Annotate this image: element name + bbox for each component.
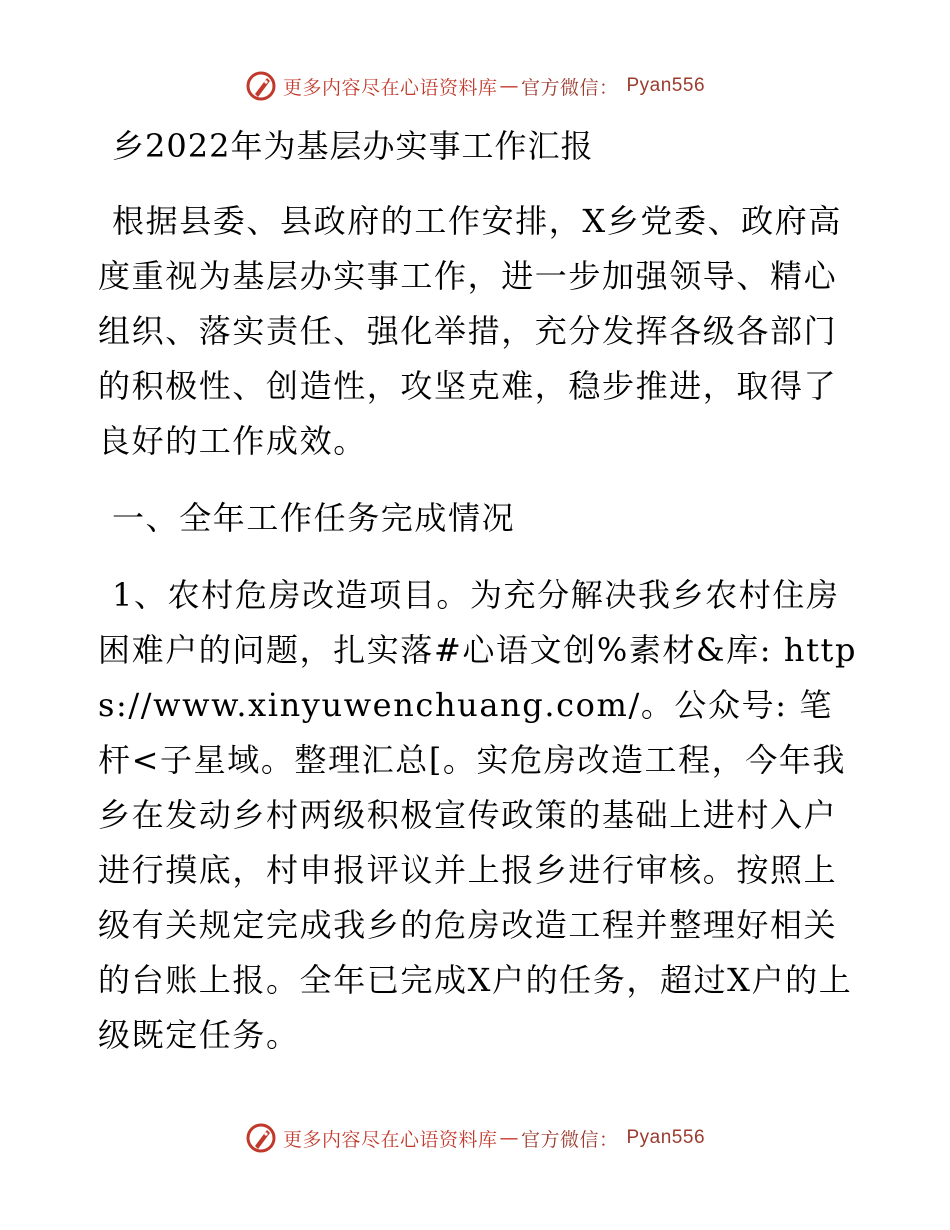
banner-official-label: 官方微信： — [520, 76, 619, 99]
item-paragraph: 1、农村危房改造项目。为充分解决我乡农村住房困难户的问题，扎实落#心语文创%素材&库: https://www.xinyuwenchuang.com/。公众号: 笔杆<子星域。整理汇总[。实危房改造工程，今年我乡在发动乡村两级积极宣传政策的基础上进村入户进行摸底，村申报评议并上报乡进行审核。按照上级有关规定完成我乡的危房改造工程并整理好相关的台账上报。全年已完成X户的任务，超过X户的上级既定任务。 — [98, 576, 858, 1054]
footer-banner — [0, 1122, 950, 1154]
document-title: 乡2022年为基层办实事工作汇报 — [112, 127, 594, 165]
banner-wechat-id: Pyan556 — [626, 1127, 706, 1148]
banner-main-text: 更多内容尽在心语资料库 — [282, 1128, 498, 1151]
banner-dash: — — [499, 75, 519, 97]
banner-wechat-id: Pyan556 — [626, 75, 706, 96]
banner-official-label: 官方微信： — [520, 1128, 619, 1151]
pen-nib-logo-icon — [245, 70, 277, 102]
intro-paragraph: 根据县委、县政府的工作安排，X乡党委、政府高度重视为基层办实事工作，进一步加强领导、精心组织、落实责任、强化举措，充分发挥各级各部门的积极性、创造性，攻坚克难，稳步推进，取得了良好的工作成效。 — [98, 202, 842, 460]
document-body — [98, 120, 858, 1085]
header-banner — [0, 70, 950, 102]
pen-nib-logo-icon — [245, 1122, 277, 1154]
banner-main-text: 更多内容尽在心语资料库 — [282, 76, 498, 99]
banner-dash: — — [499, 1127, 519, 1149]
section-heading: 一、全年工作任务完成情况 — [112, 499, 516, 537]
